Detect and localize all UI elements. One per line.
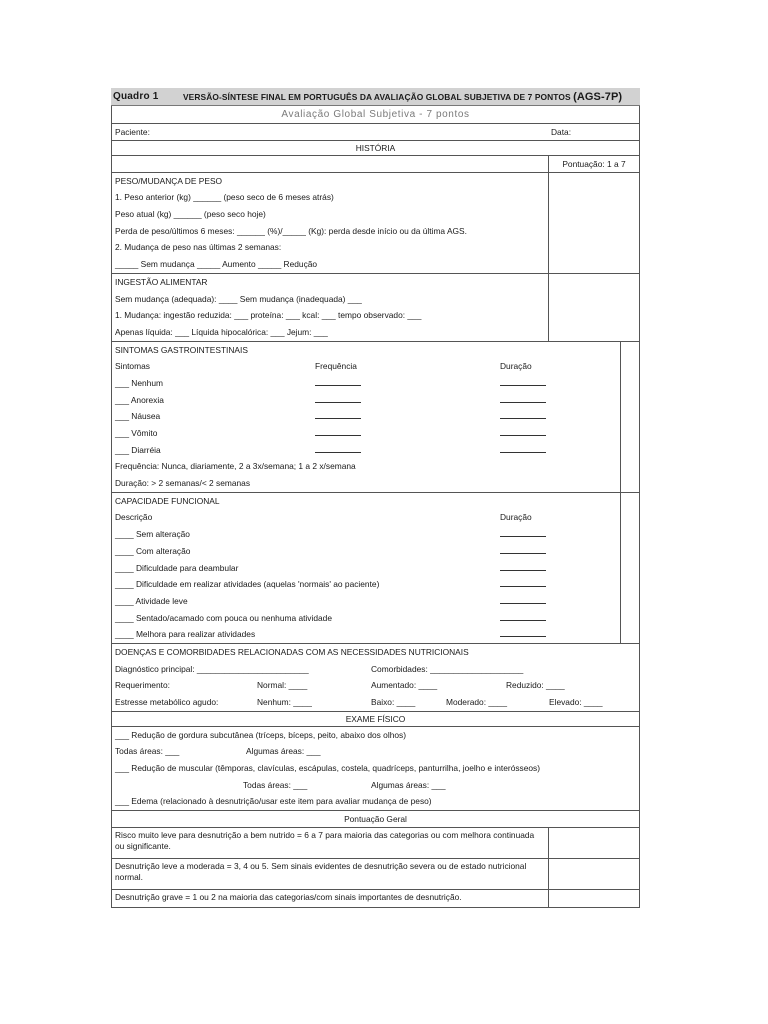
gi-duration-note: Duração: > 2 semanas/< 2 semanas [115, 478, 251, 489]
form-title: Avaliação Global Subjetiva - 7 pontos [281, 109, 470, 120]
fat-some-areas[interactable]: Algumas áreas: ___ [246, 746, 321, 757]
functional-item [112, 626, 620, 643]
general-score-cell-1[interactable] [548, 828, 639, 858]
weight-section [112, 172, 639, 273]
functional-title: CAPACIDADE FUNCIONAL [115, 495, 220, 506]
score-header-row [112, 155, 639, 172]
weight-line-2: Peso atual (kg) ______ (peso seco hoje) [115, 209, 266, 220]
functional-item [112, 560, 620, 577]
patient-row [112, 123, 639, 140]
stress-label: Estresse metabólico agudo: [115, 697, 219, 707]
exam-edema-line: ___ Edema (relacionado à desnutrição/usar este item para avaliar mudança de peso) [115, 796, 432, 807]
weight-title: PESO/MUDANÇA DE PESO [115, 175, 223, 186]
gi-item [112, 392, 620, 409]
requirement-increased[interactable]: Aumentado: ____ [371, 680, 438, 691]
weight-line-4: 2. Mudança de peso nas últimas 2 semanas: [115, 242, 282, 253]
gi-col-duration: Duração [500, 361, 532, 372]
stress-moderate[interactable]: Moderado: ____ [446, 697, 507, 707]
functional-item-label: ____ Atividade leve [115, 595, 188, 606]
gi-frequency-blank[interactable] [315, 375, 500, 392]
general-score-row-1 [112, 827, 639, 858]
functional-score-cell[interactable] [620, 493, 639, 643]
gi-frequency-note: Frequência: Nunca, diariamente, 2 a 3x/semana; 1 a 2 x/semana [115, 461, 356, 472]
requirement-label: Requerimento: [115, 680, 170, 691]
gi-item [112, 425, 620, 442]
gi-duration-blank[interactable] [500, 392, 620, 409]
gi-column-headers [112, 358, 620, 375]
exam-fat-areas [112, 743, 639, 760]
diagnosis-field[interactable]: Diagnóstico principal: ________________________ [115, 663, 309, 674]
weight-line-3: Perda de peso/últimos 6 meses: ______ (%)/_____ (Kg): perda desde início ou da última AGS. [115, 225, 467, 236]
assessment-sheet [111, 88, 640, 908]
intake-line-1: Sem mudança (adequada): ____ Sem mudança (inadequada) ___ [115, 293, 362, 304]
gi-item [112, 375, 620, 392]
functional-item [112, 593, 620, 610]
functional-duration-blank[interactable] [500, 610, 620, 627]
disease-requirement-row [112, 677, 639, 694]
functional-item-label: ____ Dificuldade para deambular [115, 562, 239, 573]
gi-item-label: ___ Anorexia [115, 394, 164, 405]
general-score-row-3 [112, 889, 639, 907]
fat-all-areas[interactable]: Todas áreas: ___ [115, 746, 180, 757]
functional-col-description: Descrição [115, 512, 153, 523]
functional-duration-blank[interactable] [500, 626, 620, 643]
gi-col-frequency: Frequência [315, 361, 357, 372]
muscle-some-areas[interactable]: Algumas áreas: ___ [371, 779, 446, 790]
disease-title: DOENÇAS E COMORBIDADES RELACIONADAS COM AS NECESSIDADES NUTRICIONAIS [115, 646, 469, 657]
form-table [111, 106, 640, 908]
gi-col-symptoms: Sintomas [115, 361, 150, 372]
gi-item-label: ___ Náusea [115, 411, 161, 422]
gi-frequency-blank[interactable] [315, 392, 500, 409]
table-caption [111, 88, 640, 106]
general-score-text-1: Risco muito leve para desnutrição a bem nutrido = 6 a 7 para maioria das categorias ou com melhora continuada ou significante. [115, 830, 535, 852]
functional-item-label: ____ Sentado/acamado com pouca ou nenhuma atividade [115, 612, 332, 623]
intake-title: INGESTÃO ALIMENTAR [115, 276, 208, 287]
exam-section [112, 726, 639, 810]
functional-column-headers [112, 509, 620, 526]
intake-section [112, 273, 639, 341]
gi-duration-blank[interactable] [500, 425, 620, 442]
gi-item-label: ___ Vômito [115, 428, 158, 438]
disease-stress-row [112, 694, 639, 711]
gi-item [112, 442, 620, 459]
general-score-cell-2[interactable] [548, 859, 639, 889]
functional-content [112, 493, 620, 643]
score-header: Pontuação: 1 a 7 [548, 156, 639, 172]
intake-line-2: 1. Mudança: ingestão reduzida: ___ proteína: ___ kcal: ___ tempo observado: ___ [115, 310, 422, 321]
exam-fat-line: ___ Redução de gordura subcutânea (tríceps, bíceps, peito, abaixo dos olhos) [115, 729, 406, 740]
general-score-header: Pontuação Geral [112, 810, 639, 827]
functional-duration-blank[interactable] [500, 543, 620, 560]
functional-item-label: ____ Com alteração [115, 545, 191, 556]
gi-frequency-blank[interactable] [315, 425, 500, 442]
muscle-all-areas[interactable]: Todas áreas: ___ [243, 779, 308, 790]
general-score-row-2 [112, 858, 639, 889]
stress-low[interactable]: Baixo: ____ [371, 697, 416, 707]
disease-diagnosis-row [112, 661, 639, 678]
functional-item [112, 526, 620, 543]
weight-score-cell[interactable] [548, 173, 639, 273]
requirement-reduced[interactable]: Reduzido: ____ [506, 680, 565, 691]
functional-section [112, 492, 639, 643]
stress-high[interactable]: Elevado: ____ [549, 697, 603, 707]
weight-content [112, 173, 548, 273]
caption-title-text: VERSÃO-SÍNTESE FINAL EM PORTUGUÊS DA AVALIAÇÃO GLOBAL SUBJETIVA DE 7 PONTOS [183, 91, 574, 102]
general-score-text-3: Desnutrição grave = 1 ou 2 na maioria das categorias/com sinais importantes de desnutrição. [115, 892, 462, 903]
intake-content [112, 274, 548, 341]
gi-title: SINTOMAS GASTROINTESTINAIS [115, 344, 248, 355]
general-score-cell-3[interactable] [548, 890, 639, 907]
functional-item-label: ____ Sem alteração [115, 529, 190, 540]
functional-item [112, 576, 620, 593]
weight-line-1: 1. Peso anterior (kg) ______ (peso seco de 6 meses atrás) [115, 192, 334, 203]
gi-duration-blank[interactable] [500, 408, 620, 425]
history-header: HISTÓRIA [112, 140, 639, 155]
functional-duration-blank[interactable] [500, 593, 620, 610]
caption-title-abbr: (AGS-7P) [573, 90, 623, 103]
stress-none[interactable]: Nenhum: ____ [257, 697, 312, 707]
patient-label: Paciente: [115, 127, 150, 137]
functional-duration-blank[interactable] [500, 560, 620, 577]
gi-frequency-blank[interactable] [315, 408, 500, 425]
intake-line-3: Apenas líquida: ___ Líquida hipocalórica: ___ Jejum: ___ [115, 326, 328, 337]
functional-duration-blank[interactable] [500, 576, 620, 593]
functional-item [112, 543, 620, 560]
gi-score-cell[interactable] [620, 342, 639, 492]
caption-label: Quadro 1 [113, 91, 159, 102]
intake-score-cell[interactable] [548, 274, 639, 341]
gi-item-label: ___ Diarréia [115, 444, 161, 455]
functional-duration-blank[interactable] [500, 526, 620, 543]
functional-item-label: ____ Melhora para realizar atividades [115, 629, 256, 640]
requirement-normal[interactable]: Normal: ____ [257, 680, 308, 691]
exam-header: EXAME FÍSICO [112, 711, 639, 726]
weight-line-5: _____ Sem mudança _____ Aumento _____ Redução [115, 259, 318, 270]
gi-item-label: ___ Nenhum [115, 377, 163, 388]
exam-muscle-line: ___ Redução de muscular (têmporas, clavículas, escápulas, costela, quadríceps, panturrilha, joelho e interósseos) [115, 763, 541, 774]
gi-section [112, 341, 639, 492]
caption-title [183, 91, 640, 103]
functional-item [112, 610, 620, 627]
gi-duration-blank[interactable] [500, 442, 620, 459]
comorbidities-field[interactable]: Comorbidades: ____________________ [371, 663, 524, 674]
score-header-spacer [112, 156, 548, 172]
gi-frequency-blank[interactable] [315, 442, 500, 459]
exam-muscle-areas [112, 777, 639, 794]
general-score-text-2: Desnutrição leve a moderada = 3, 4 ou 5. Sem sinais evidentes de desnutrição severa ou de estado nutricional normal. [115, 861, 527, 883]
functional-col-duration: Duração [500, 512, 532, 523]
date-label: Data: [551, 127, 572, 137]
functional-item-label: ____ Dificuldade em realizar atividades (aquelas 'normais' ao paciente) [115, 579, 380, 590]
gi-duration-blank[interactable] [500, 375, 620, 392]
disease-section [112, 643, 639, 711]
gi-item [112, 408, 620, 425]
gi-content [112, 342, 620, 492]
